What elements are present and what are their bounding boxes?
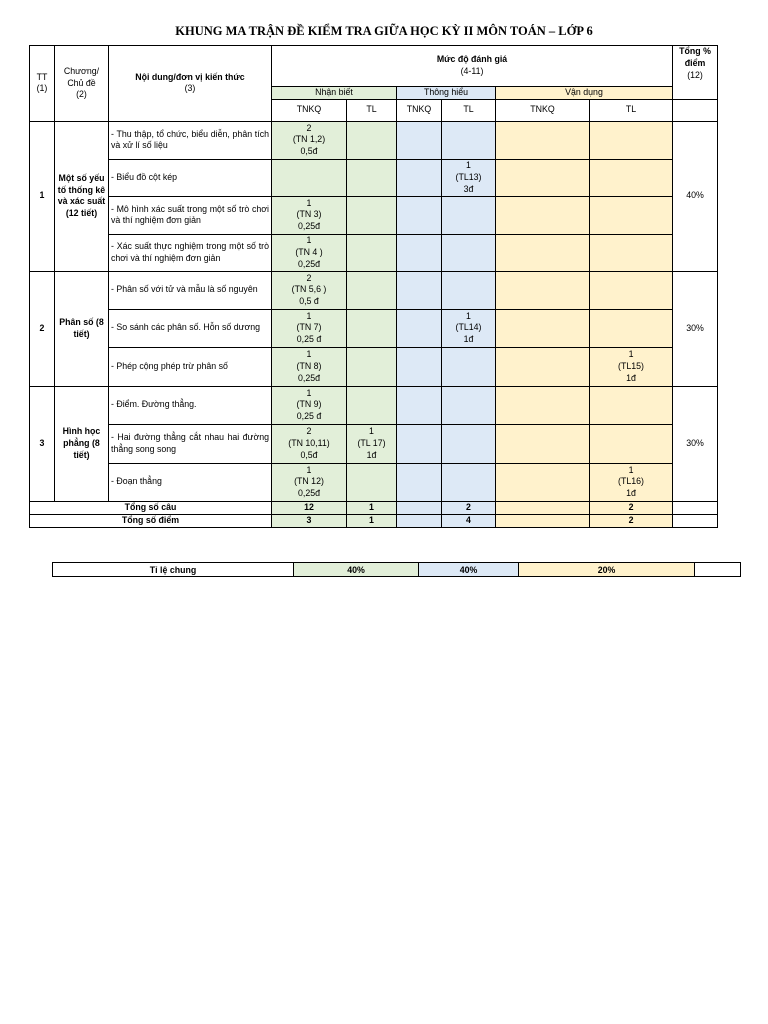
- content-cell: - Biểu đồ cột kép: [109, 159, 272, 196]
- total-cell: [397, 514, 442, 527]
- cell-line: (TN 3): [296, 209, 322, 220]
- header-thonghieu: Thông hiểu: [397, 87, 496, 100]
- level-cell-th-tnkq: [397, 386, 442, 424]
- header-nb-tl: TL: [347, 99, 397, 121]
- header-vandung: Vận dụng: [496, 87, 673, 100]
- level-cell-vd-tl: [590, 463, 673, 501]
- cell-line: 1: [306, 464, 312, 475]
- level-cell-th-tl: [442, 424, 496, 463]
- table-row: [30, 196, 718, 234]
- level-cell-th-tl: [442, 271, 496, 309]
- level-cell-th-tl: [442, 386, 496, 424]
- cell-line: 0,5đ: [300, 146, 318, 157]
- section-number: 2: [30, 271, 55, 386]
- level-cell-nb-tnkq: [272, 347, 347, 386]
- level-cell-vd-tl: [590, 309, 673, 347]
- level-cell-vd-tl: [590, 424, 673, 463]
- level-cell-vd-tnkq: [496, 424, 590, 463]
- table-row: [30, 234, 718, 271]
- level-cell-th-tnkq: [397, 159, 442, 196]
- level-cell-vd-tnkq: [496, 463, 590, 501]
- level-cell-nb-tnkq: [272, 234, 347, 271]
- ratio-thonghieu: 40%: [419, 563, 519, 577]
- cell-line: 1đ: [463, 334, 474, 345]
- cell-line: 1: [466, 160, 471, 171]
- cell-line: 1: [306, 310, 312, 321]
- cell-line: (TN 8): [296, 360, 322, 371]
- cell-line: 0,25đ: [297, 221, 320, 232]
- total-cell: 4: [442, 514, 496, 527]
- table-row: [30, 386, 718, 424]
- cell-line: (TL15): [618, 360, 644, 371]
- cell-line: 1: [306, 387, 312, 398]
- table-row: [30, 121, 718, 159]
- level-cell-vd-tnkq: [496, 234, 590, 271]
- ratio-nhanbiet: 40%: [294, 563, 419, 577]
- header-tong-blank: [673, 99, 718, 121]
- header-th-tnkq: TNKQ: [397, 99, 442, 121]
- level-cell-vd-tnkq: [496, 121, 590, 159]
- ratio-label: Tỉ lệ chung: [53, 563, 294, 577]
- cell-line: (TN 5,6 ): [291, 284, 327, 295]
- cell-line: (TN 12): [294, 476, 324, 487]
- level-cell-th-tl: [442, 196, 496, 234]
- content-cell: - Phép cộng phép trừ phân số: [109, 347, 272, 386]
- level-cell-nb-tl: [347, 347, 397, 386]
- section-percent: 30%: [673, 386, 718, 501]
- level-cell-nb-tl: [347, 386, 397, 424]
- section-chapter: Một số yếu tố thống kê và xác suất (12 tiết): [55, 121, 109, 271]
- cell-line: 3đ: [463, 183, 474, 194]
- level-cell-nb-tl: [347, 121, 397, 159]
- cell-line: 0,25 đ: [296, 411, 322, 422]
- level-cell-vd-tl: [590, 196, 673, 234]
- cell-line: (TN 10,11): [288, 437, 330, 448]
- cell-line: (TN 7): [296, 322, 322, 333]
- section-number: 1: [30, 121, 55, 271]
- level-cell-th-tnkq: [397, 309, 442, 347]
- level-cell-nb-tl: [347, 463, 397, 501]
- level-cell-th-tl: [442, 121, 496, 159]
- header-tt: TT (1): [30, 46, 55, 122]
- cell-line: 0,25đ: [297, 372, 320, 383]
- page-title: KHUNG MA TRẬN ĐỀ KIỂM TRA GIỮA HỌC KỲ II MÔN TOÁN – LỚP 6: [175, 24, 593, 38]
- content-cell: - So sánh các phân số. Hỗn số dương: [109, 309, 272, 347]
- header-vd-tl: TL: [590, 99, 673, 121]
- cell-line: (TL14): [455, 322, 482, 333]
- header-vd-tnkq: TNKQ: [496, 99, 590, 121]
- level-cell-nb-tl: [347, 196, 397, 234]
- cell-line: 2: [306, 272, 312, 283]
- level-cell-vd-tnkq: [496, 271, 590, 309]
- total-cell: 2: [590, 514, 673, 527]
- content-cell: - Mô hình xác suất trong một số trò chơi và thí nghiệm đơn giản: [109, 196, 272, 234]
- ratio-vandung: 20%: [519, 563, 695, 577]
- header-mucdo: Mức độ đánh giá (4-11): [272, 46, 673, 87]
- level-cell-nb-tl: [347, 271, 397, 309]
- header-nb-tnkq: TNKQ: [272, 99, 347, 121]
- level-cell-vd-tnkq: [496, 159, 590, 196]
- cell-line: 1: [628, 349, 634, 360]
- total-cell: [496, 501, 590, 514]
- content-cell: - Phân số với tử và mẫu là số nguyên: [109, 271, 272, 309]
- content-cell: - Xác suất thực nghiệm trong một số trò chơi và thí nghiệm đơn giản: [109, 234, 272, 271]
- table-row: [30, 424, 718, 463]
- section-chapter: Hình học phẳng (8 tiết): [55, 386, 109, 501]
- totals-diem-label: Tổng số điểm: [30, 514, 272, 527]
- table-row: [30, 309, 718, 347]
- level-cell-vd-tnkq: [496, 309, 590, 347]
- level-cell-nb-tl: [347, 309, 397, 347]
- level-cell-th-tnkq: [397, 347, 442, 386]
- level-cell-nb-tnkq: [272, 309, 347, 347]
- level-cell-vd-tl: [590, 234, 673, 271]
- total-cell: [673, 501, 718, 514]
- cell-line: 0,5đ: [300, 449, 318, 460]
- cell-line: (TL13): [455, 171, 482, 182]
- section-percent: 30%: [673, 271, 718, 386]
- level-cell-th-tnkq: [397, 196, 442, 234]
- level-cell-th-tl: [442, 463, 496, 501]
- cell-line: 1: [306, 349, 312, 360]
- table-row: [30, 271, 718, 309]
- cell-line: 1: [369, 426, 374, 437]
- level-cell-nb-tnkq: [272, 271, 347, 309]
- level-cell-nb-tl: [347, 159, 397, 196]
- header-noidung: Nội dung/đơn vị kiến thức (3): [109, 46, 272, 122]
- level-cell-nb-tnkq: [272, 121, 347, 159]
- cell-line: (TN 1,2): [292, 134, 326, 145]
- cell-line: 1: [306, 197, 312, 208]
- total-cell: 2: [442, 501, 496, 514]
- cell-line: 1đ: [626, 488, 636, 499]
- content-cell: - Thu thập, tổ chức, biểu diễn, phân tích và xử lí số liệu: [109, 121, 272, 159]
- total-cell: 3: [272, 514, 347, 527]
- level-cell-vd-tl: [590, 271, 673, 309]
- level-cell-vd-tl: [590, 347, 673, 386]
- ratio-row: [53, 563, 741, 577]
- level-cell-nb-tnkq: [272, 386, 347, 424]
- level-cell-nb-tnkq: [272, 159, 347, 196]
- cell-line: 0,25 đ: [296, 334, 322, 345]
- header-chuong: Chương/ Chủ đề (2): [55, 46, 109, 122]
- total-cell: [673, 514, 718, 527]
- totals-cau-row: [30, 501, 718, 514]
- level-cell-th-tnkq: [397, 271, 442, 309]
- cell-line: 2: [306, 426, 312, 437]
- cell-line: 0,5 đ: [299, 296, 319, 307]
- level-cell-th-tl: [442, 309, 496, 347]
- level-cell-vd-tnkq: [496, 347, 590, 386]
- ratio-table: [52, 562, 741, 577]
- cell-line: 1: [306, 235, 312, 246]
- level-cell-vd-tnkq: [496, 386, 590, 424]
- total-cell: 2: [590, 501, 673, 514]
- table-row: [30, 159, 718, 196]
- totals-diem-row: [30, 514, 718, 527]
- level-cell-th-tnkq: [397, 463, 442, 501]
- header-nhanbiet: Nhận biết: [272, 87, 397, 100]
- cell-line: (TL16): [618, 476, 644, 487]
- section-percent: 40%: [673, 121, 718, 271]
- level-cell-vd-tl: [590, 159, 673, 196]
- total-cell: 1: [347, 501, 397, 514]
- level-cell-vd-tl: [590, 386, 673, 424]
- content-cell: - Đoạn thẳng: [109, 463, 272, 501]
- level-cell-nb-tnkq: [272, 424, 347, 463]
- table-row: [30, 347, 718, 386]
- level-cell-nb-tnkq: [272, 196, 347, 234]
- header-th-tl: TL: [442, 99, 496, 121]
- level-cell-vd-tnkq: [496, 196, 590, 234]
- content-cell: - Hai đường thẳng cắt nhau hai đường thẳng song song: [109, 424, 272, 463]
- ratio-extra: [695, 563, 741, 577]
- cell-line: 1đ: [366, 449, 377, 460]
- level-cell-th-tnkq: [397, 424, 442, 463]
- level-cell-th-tnkq: [397, 121, 442, 159]
- cell-line: (TL 17): [357, 437, 386, 448]
- cell-line: 2: [306, 122, 312, 133]
- cell-line: 0,25đ: [297, 258, 320, 269]
- total-cell: 12: [272, 501, 347, 514]
- content-cell: - Điểm. Đường thẳng.: [109, 386, 272, 424]
- level-cell-nb-tnkq: [272, 463, 347, 501]
- level-cell-th-tl: [442, 234, 496, 271]
- cell-line: (TN 4 ): [295, 246, 323, 257]
- cell-line: 1đ: [626, 372, 636, 383]
- cell-line: 1: [466, 310, 471, 321]
- totals-cau-label: Tổng số câu: [30, 501, 272, 514]
- level-cell-th-tl: [442, 347, 496, 386]
- level-cell-th-tnkq: [397, 234, 442, 271]
- level-cell-vd-tl: [590, 121, 673, 159]
- matrix-table: [29, 45, 718, 528]
- section-chapter: Phân số (8 tiết): [55, 271, 109, 386]
- cell-line: (TN 9): [296, 399, 322, 410]
- total-cell: 1: [347, 514, 397, 527]
- total-cell: [397, 501, 442, 514]
- cell-line: 0,25đ: [297, 488, 320, 499]
- header-tong: Tổng % điểm (12): [673, 46, 718, 100]
- level-cell-nb-tl: [347, 234, 397, 271]
- cell-line: 1: [628, 464, 634, 475]
- level-cell-nb-tl: [347, 424, 397, 463]
- total-cell: [496, 514, 590, 527]
- section-number: 3: [30, 386, 55, 501]
- table-row: [30, 463, 718, 501]
- level-cell-th-tl: [442, 159, 496, 196]
